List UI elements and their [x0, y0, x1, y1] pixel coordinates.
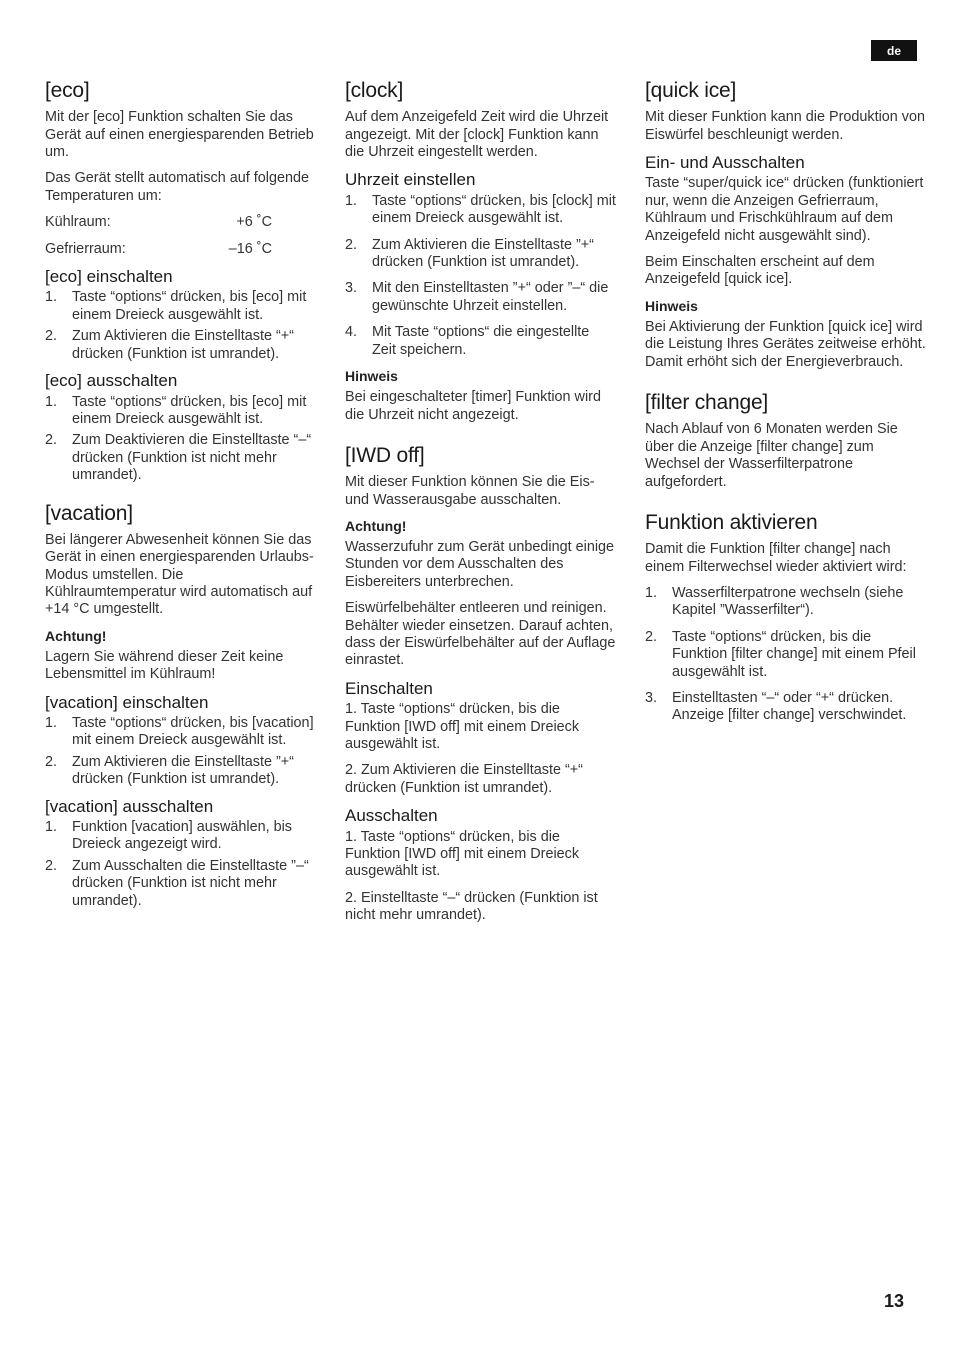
- clock-intro: Auf dem Anzeigefeld Zeit wird die Uhrzeit angezeigt. Mit der [clock] Funktion kann die Uhrzeit eingestellt werden.: [345, 109, 609, 161]
- list-item: [45, 819, 317, 854]
- eco-intro: Mit der [eco] Funktion schalten Sie das Gerät auf einen energiesparenden Betrieb um.: [45, 109, 314, 161]
- step-number: 1.: [45, 819, 58, 836]
- activate-steps: [645, 585, 927, 725]
- list-item: [45, 328, 317, 363]
- quick-ice-p1: Taste “super/quick ice“ drücken (funktioniert nur, wenn die Anzeigen Gefrierraum, Kühlraum und Frischkühlraum auf dem Anzeigefeld nicht ausgewählt sind).: [645, 175, 924, 244]
- quick-ice-intro: Mit dieser Funktion kann die Produktion von Eiswürfel beschleunigt werden.: [645, 109, 925, 143]
- clock-set-heading: Uhrzeit einstellen: [345, 170, 476, 190]
- step-number: 2.: [45, 328, 58, 345]
- step-number: 3.: [645, 690, 658, 707]
- step-text: Funktion [vacation] auswählen, bis Dreieck angezeigt wird.: [72, 819, 292, 853]
- column-right: [645, 78, 927, 734]
- clock-note-label: Hinweis: [345, 368, 398, 385]
- step-number: 2.: [45, 753, 58, 770]
- list-item: [45, 858, 317, 910]
- eco-on-heading: [eco] einschalten: [45, 267, 173, 287]
- list-item: [45, 432, 317, 484]
- eco-on-steps: [45, 289, 317, 363]
- temp-value: –16 ˚C: [228, 240, 272, 257]
- quick-ice-p2: Beim Einschalten erscheint auf dem Anzeigefeld [quick ice].: [645, 254, 875, 288]
- vacation-off-heading: [vacation] ausschalten: [45, 796, 214, 816]
- step-text: Taste “options“ drücken, bis [vacation] mit einem Dreieck ausgewählt ist.: [72, 715, 314, 749]
- clock-steps: [345, 193, 617, 359]
- list-item: [345, 193, 617, 228]
- iwd-warning-text: Wasserzufuhr zum Gerät unbedingt einige Stunden vor dem Ausschalten des Eisbereiters unterbrechen.: [345, 538, 615, 590]
- eco-temp-intro: Das Gerät stellt automatisch auf folgende Temperaturen um:: [45, 170, 309, 204]
- list-item: [45, 289, 317, 324]
- column-left: [45, 78, 317, 916]
- vacation-warning-text: Lagern Sie während dieser Zeit keine Lebensmittel im Kühlraum!: [45, 648, 284, 683]
- filter-change-heading: [filter change]: [645, 391, 769, 415]
- language-badge: de: [871, 40, 917, 61]
- vacation-intro: Bei längerer Abwesenheit können Sie das Gerät in einen energiesparenden Urlaubs-Modus umstellen. Die Kühlraumtemperatur wird automatisch auf +14 °C umgestellt.: [45, 531, 314, 618]
- list-item: [45, 754, 317, 789]
- eco-off-heading: [eco] ausschalten: [45, 371, 178, 391]
- vacation-on-steps: [45, 715, 317, 789]
- iwd-off-heading: Ausschalten: [345, 806, 438, 826]
- activate-intro: Damit die Funktion [filter change] nach einem Filterwechsel wieder aktiviert wird:: [645, 541, 907, 575]
- list-item: [345, 324, 617, 359]
- quick-ice-note-label: Hinweis: [645, 297, 698, 314]
- iwd-on-heading: Einschalten: [345, 678, 433, 698]
- step-text: Zum Deaktivieren die Einstelltaste “–“ drücken (Funktion ist nicht mehr umrandet).: [72, 432, 312, 484]
- step-number: 4.: [345, 324, 358, 341]
- step-text: Mit Taste “options“ die eingestellte Zeit speichern.: [372, 324, 590, 358]
- step-text: Einstelltasten “–“ oder “+“ drücken. Anzeige [filter change] verschwindet.: [672, 690, 907, 724]
- vacation-warning-label: Achtung!: [45, 627, 107, 644]
- filter-change-intro: Nach Ablauf von 6 Monaten werden Sie über die Anzeige [filter change] zum Wechsel der Wasserfilterpatrone aufgefordert.: [645, 421, 898, 490]
- temp-row-freezer: [45, 241, 317, 258]
- list-item: [345, 237, 617, 272]
- step-text: Zum Aktivieren die Einstelltaste ”+“ drücken (Funktion ist umrandet).: [72, 753, 294, 788]
- clock-note-text: Bei eingeschalteter [timer] Funktion wird die Uhrzeit nicht angezeigt.: [345, 389, 601, 423]
- iwd-warning-text-2: Eiswürfelbehälter entleeren und reinigen. Behälter wieder einsetzen. Darauf achten, dass der Eiswürfelbehälter auf der Auflage einrastet.: [345, 600, 616, 669]
- iwd-off-step-2: 2. Einstelltaste “–“ drücken (Funktion ist nicht mehr umrandet).: [345, 889, 598, 924]
- temp-value: +6 ˚C: [236, 214, 272, 231]
- step-text: Zum Aktivieren die Einstelltaste “+“ drücken (Funktion ist umrandet).: [72, 328, 294, 362]
- step-number: 1.: [45, 289, 58, 306]
- step-number: 1.: [645, 585, 658, 602]
- quick-ice-heading: [quick ice]: [645, 79, 737, 102]
- step-text: Wasserfilterpatrone wechseln (siehe Kapitel ”Wasserfilter“).: [672, 585, 904, 619]
- vacation-on-heading: [vacation] einschalten: [45, 692, 209, 712]
- iwd-on-step-2: 2. Zum Aktivieren die Einstelltaste “+“ drücken (Funktion ist umrandet).: [345, 762, 583, 796]
- temp-label: Kühlraum:: [45, 214, 111, 231]
- step-number: 2.: [345, 236, 358, 253]
- step-text: Zum Ausschalten die Einstelltaste ”–“ drücken (Funktion ist nicht mehr umrandet).: [72, 857, 309, 909]
- vacation-off-steps: [45, 819, 317, 910]
- step-number: 3.: [345, 280, 358, 297]
- list-item: [645, 585, 927, 620]
- list-item: [45, 715, 317, 750]
- step-number: 2.: [645, 628, 658, 645]
- list-item: [345, 280, 617, 315]
- eco-heading: [eco]: [45, 79, 90, 102]
- step-text: Taste “options“ drücken, bis die Funktion [filter change] mit einem Pfeil ausgewählt ist.: [672, 628, 916, 680]
- list-item: [45, 394, 317, 429]
- quick-ice-onoff-heading: Ein- und Ausschalten: [645, 153, 805, 173]
- eco-off-steps: [45, 394, 317, 485]
- iwd-off-step-1: 1. Taste “options“ drücken, bis die Funktion [IWD off] mit einem Dreieck ausgewählt ist.: [345, 828, 580, 880]
- step-number: 1.: [45, 393, 58, 410]
- iwd-intro: Mit dieser Funktion können Sie die Eis- und Wasserausgabe ausschalten.: [345, 474, 595, 508]
- step-number: 1.: [345, 192, 358, 209]
- step-text: Taste “options“ drücken, bis [eco] mit einem Dreieck ausgewählt ist.: [72, 289, 307, 323]
- iwd-warning-label: Achtung!: [345, 517, 407, 534]
- page-number: 13: [884, 1291, 905, 1311]
- iwd-heading: [IWD off]: [345, 443, 425, 467]
- step-number: 2.: [45, 857, 58, 874]
- step-number: 2.: [45, 432, 58, 449]
- iwd-on-step-1: 1. Taste “options“ drücken, bis die Funktion [IWD off] mit einem Dreieck ausgewählt ist.: [345, 701, 580, 753]
- list-item: [645, 629, 927, 681]
- step-number: 1.: [45, 715, 58, 732]
- step-text: Mit den Einstelltasten ”+“ oder ”–“ die gewünschte Uhrzeit einstellen.: [372, 280, 609, 314]
- step-text: Zum Aktivieren die Einstelltaste ”+“ drücken (Funktion ist umrandet).: [372, 236, 594, 271]
- temp-label: Gefrierraum:: [45, 240, 126, 257]
- step-text: Taste “options“ drücken, bis [eco] mit einem Dreieck ausgewählt ist.: [72, 393, 307, 427]
- activate-heading: Funktion aktivieren: [645, 510, 818, 534]
- temp-row-fridge: [45, 214, 317, 231]
- quick-ice-note-text: Bei Aktivierung der Funktion [quick ice] wird die Leistung Ihres Gerätes zeitweise erhöht. Damit erhöht sich der Energieverbrauch.: [645, 318, 926, 370]
- list-item: [645, 690, 927, 725]
- vacation-heading: [vacation]: [45, 501, 133, 525]
- step-text: Taste “options“ drücken, bis [clock] mit einem Dreieck ausgewählt ist.: [372, 192, 616, 227]
- clock-heading: [clock]: [345, 79, 404, 102]
- column-middle: [345, 78, 617, 934]
